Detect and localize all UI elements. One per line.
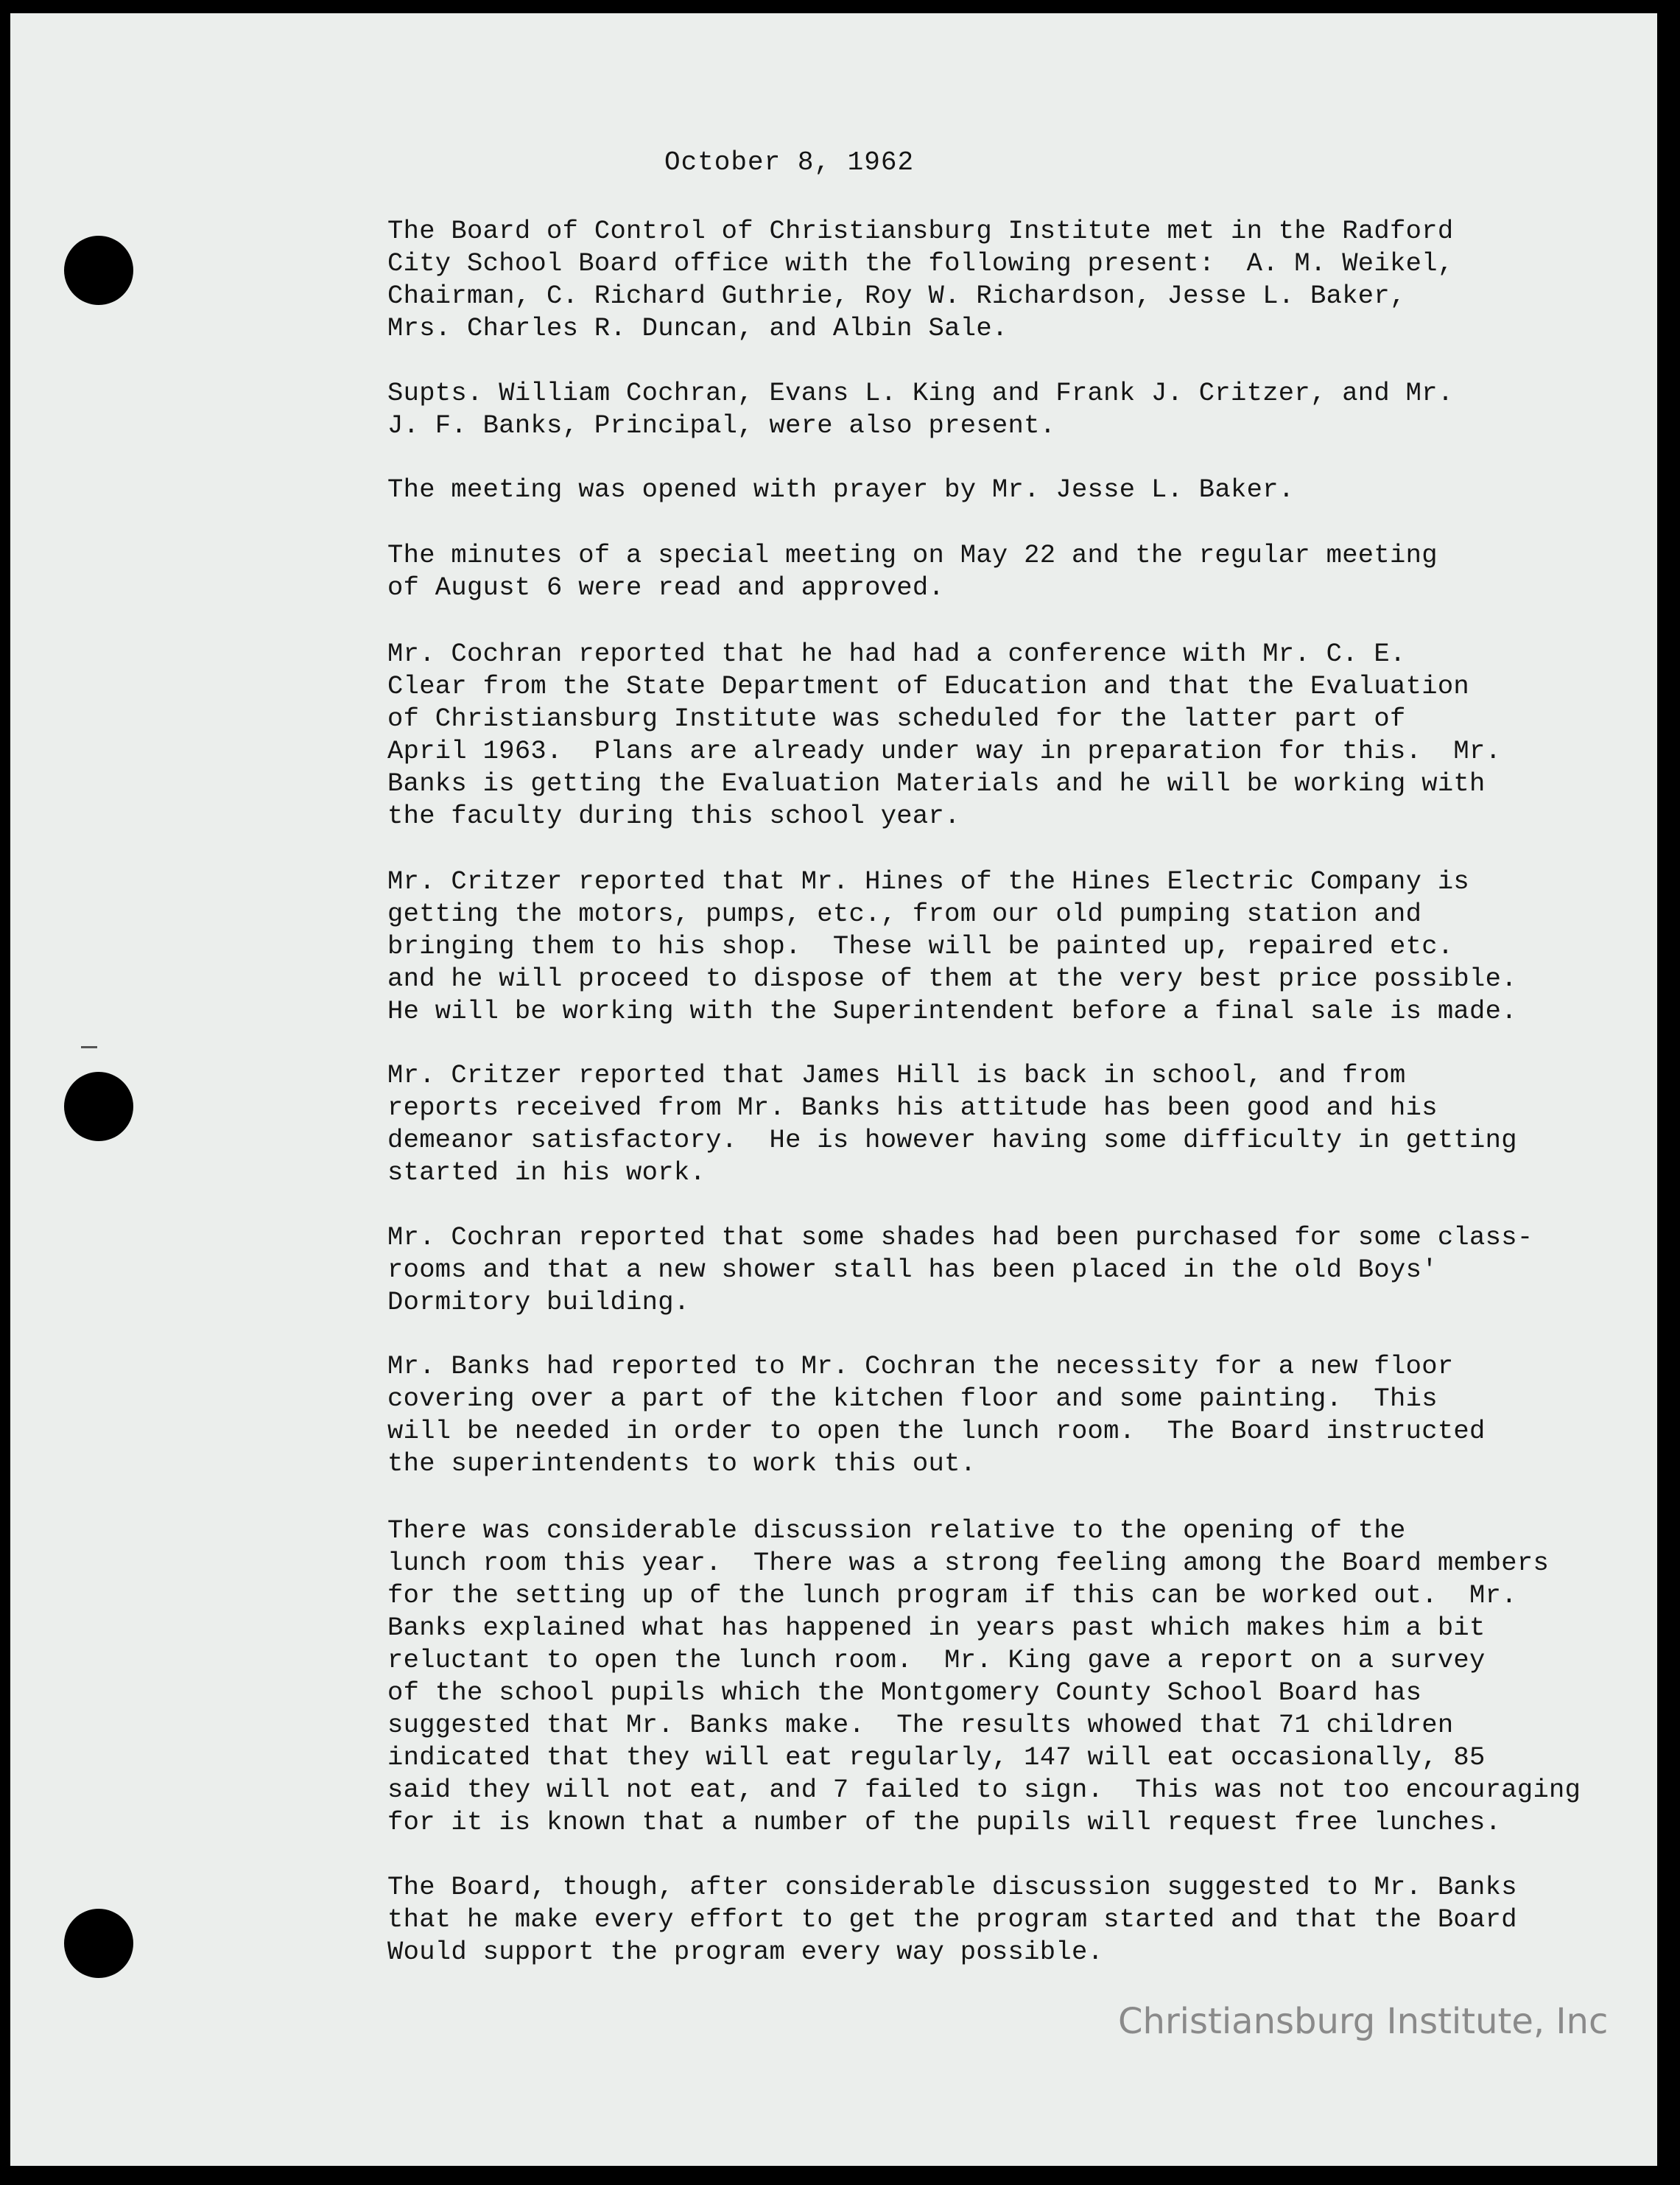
punch-hole-bottom <box>64 1909 133 1978</box>
paragraph-board-support: The Board, though, after considerable discussion suggested to Mr. Banks that he make every effort to get the program started and that the Board Would support the program every way possible. <box>387 1872 1517 1967</box>
punch-hole-top <box>64 236 133 305</box>
paragraph-prayer: The meeting was opened with prayer by Mr. Jesse L. Baker. <box>387 474 1295 505</box>
punch-hole-middle <box>64 1072 133 1141</box>
paragraph-attendance: The Board of Control of Christiansburg Institute met in the Radford City School Board office with the following present: A. M. Weikel, Chairman, C. Richard Guthrie, Roy W. Richardson, Jesse L. Baker, Mrs. Charles R. Duncan, and Albin Sale. <box>387 216 1454 343</box>
paragraph-lunch-room: There was considerable discussion relative to the opening of the lunch room this year. There was a strong feeling among the Board members for the setting up of the lunch program if this can be worked out. Mr. Banks explained what has happened in years past which makes him a bit reluctant to open the lunch room. Mr. King gave a report on a survey of the school pupils which the Montgomery County School Board has suggested that Mr. Banks make. The results whowed that 71 children indicated that they will eat regularly, 147 will eat occasionally, 85 said they will not eat, and 7 failed to sign. This was not too encouraging for it is known that a number of the pupils will request free lunches. <box>387 1515 1581 1837</box>
paragraph-shades: Mr. Cochran reported that some shades had been purchased for some class- rooms and that a new shower stall has been placed in the old Boys' Dormitory building. <box>387 1222 1533 1317</box>
margin-mark <box>81 1046 97 1048</box>
paragraph-pumping-station: Mr. Critzer reported that Mr. Hines of the Hines Electric Company is getting the motors, pumps, etc., from our old pumping station and bringing them to his shop. These will be painted up, repaired etc. and he will proceed to dispose of them at the very best price possible. He will be working with the Superintendent before a final sale is made. <box>387 866 1517 1026</box>
watermark: Christiansburg Institute, Inc <box>1118 2001 1609 2042</box>
document-page <box>10 13 1657 2166</box>
paragraph-minutes: The minutes of a special meeting on May 22 and the regular meeting of August 6 were read and approved. <box>387 540 1438 603</box>
document-date: October 8, 1962 <box>664 147 915 178</box>
paragraph-evaluation: Mr. Cochran reported that he had had a conference with Mr. C. E. Clear from the State Department of Education and that the Evaluation of Christiansburg Institute was scheduled for the latter part of April 1963. Plans are already under way in preparation for this. Mr. Banks is getting the Evaluation Materials and he will be working with the faculty during this school year. <box>387 639 1502 831</box>
paragraph-kitchen-floor: Mr. Banks had reported to Mr. Cochran the necessity for a new floor covering over a part of the kitchen floor and some painting. This will be needed in order to open the lunch room. The Board instructed the superintendents to work this out. <box>387 1351 1486 1479</box>
paragraph-superintendents: Supts. William Cochran, Evans L. King and Frank J. Critzer, and Mr. J. F. Banks, Principal, were also present. <box>387 378 1454 441</box>
paragraph-james-hill: Mr. Critzer reported that James Hill is back in school, and from reports received from Mr. Banks his attitude has been good and his demeanor satisfactory. He is however having some difficulty in getting started in his work. <box>387 1060 1517 1188</box>
